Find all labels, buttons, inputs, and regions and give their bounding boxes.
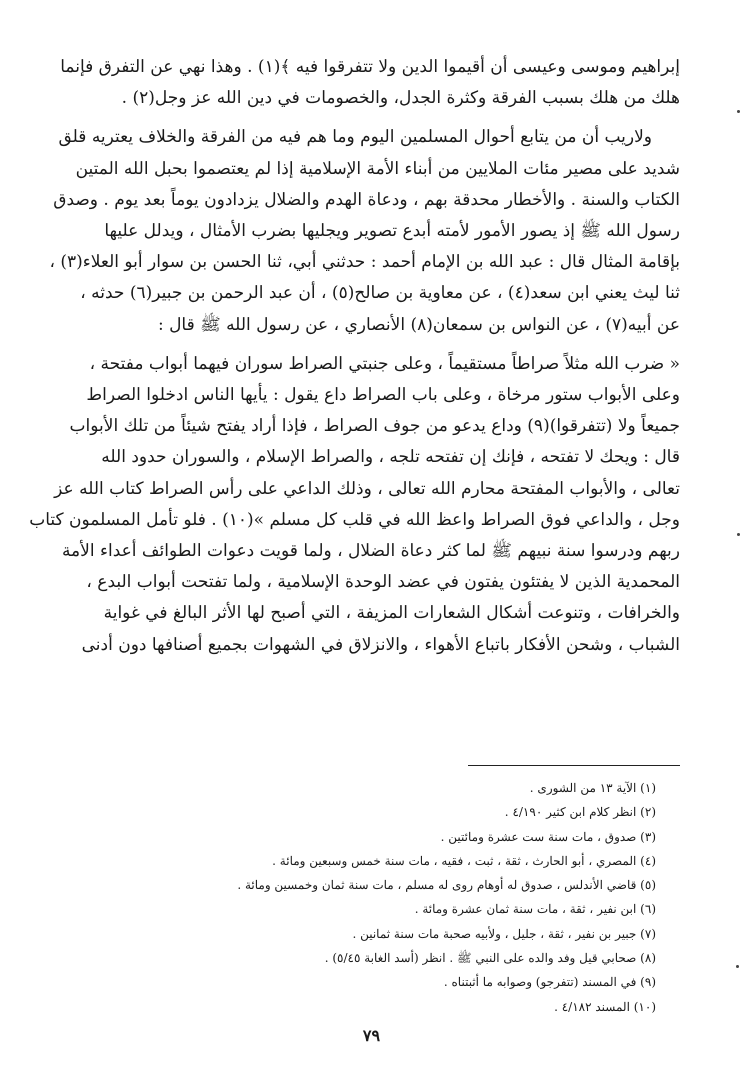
text-line: تعالى ، والأبواب المفتحة محارم الله تعالى ، وذلك الداعي على رأس الصراط كتاب الله عز bbox=[54, 478, 680, 499]
text-line: « ضرب الله مثلاً صراطاً مستقيماً ، وعلى جنبتي الصراط سوران فيهما أبواب مفتحة ، bbox=[89, 353, 680, 374]
footnote: (٧) جبير بن نفير ، ثقة ، جليل ، ولأبيه صحبة مات سنة ثمانين . bbox=[352, 926, 656, 941]
main-text-block bbox=[29, 52, 680, 661]
scan-speck bbox=[736, 965, 739, 968]
scan-speck bbox=[737, 533, 740, 536]
footnote: (٦) ابن نفير ، ثقة ، مات سنة ثمان عشرة ومائة . bbox=[414, 902, 656, 917]
footnote: (٩) في المسند (تتفرجو) وصوابه ما أثبتناه . bbox=[443, 975, 656, 990]
text-line: الكتاب والسنة . والأخطار محدقة بهم ، ودعاة الهدم والضلال يزدادون يوماً بعد يوم . وصدق bbox=[53, 189, 680, 210]
text-line: هلك من هلك بسبب الفرقة وكثرة الجدل، والخصومات في دين الله عز وجل(٢) . bbox=[121, 88, 680, 109]
page-number: ٧٩ bbox=[362, 1026, 381, 1045]
text-line: ثنا ليث يعني ابن سعد(٤) ، عن معاوية بن صالح(٥) ، أن عبد الرحمن بن جبير(٦) حدثه ، bbox=[80, 283, 680, 304]
text-line: الشباب ، وشحن الأفكار باتباع الأهواء ، والانزلاق في الشهوات بجميع أصنافها دون أدنى bbox=[81, 634, 680, 655]
footnote: (١٠) المسند ٤/١٨٢ . bbox=[554, 999, 656, 1014]
footnote: (٣) صدوق ، مات سنة ست عشرة ومائتين . bbox=[440, 829, 656, 844]
footnotes-block bbox=[62, 776, 656, 1019]
text-line: وعلى الأبواب ستور مرخاة ، وعلى باب الصراط داع يقول : يأيها الناس ادخلوا الصراط bbox=[86, 385, 680, 406]
footnote: (٢) انظر كلام ابن كثير ٤/١٩٠ . bbox=[504, 805, 656, 820]
text-line: قال : ويحك لا تفتحه ، فإنك إن تفتحه تلجه ، والصراط الإسلام ، والسوران حدود الله bbox=[101, 447, 680, 468]
text-line: ربهم ودرسوا سنة نبيهم ﷺ لما كثر دعاة الضلال ، ولما قويت دعوات الطوائف أعداء الأمة bbox=[61, 541, 680, 562]
text-line: والخرافات ، وتنوعت أشكال الشعارات المزيفة ، التي أصبح لها الأثر البالغ في غواية bbox=[103, 603, 680, 624]
footnote: (١) الآية ١٣ من الشورى . bbox=[529, 781, 656, 795]
footnote: (٥) قاضي الأندلس ، صدوق له أوهام روى له مسلم ، مات سنة ثمان وخمسين ومائة . bbox=[237, 878, 656, 893]
text-line: المحمدية الذين لا يفتئون يفتون في عضد الوحدة الإسلامية ، ولما تفتحت أبواب البدع ، bbox=[86, 572, 680, 593]
text-line: شديد على مصير مئات الملايين من أبناء الأمة الإسلامية إذا لم يعتصموا بحبل الله المتين bbox=[75, 158, 680, 179]
footnote: (٤) المصري ، أبو الحارث ، ثقة ، ثبت ، فقيه ، مات سنة خمس وسبعين ومائة . bbox=[272, 853, 656, 868]
text-line: إبراهيم وموسى وعيسى أن أقيموا الدين ولا تتفرقوا فيه ﴾(١) . وهذا نهي عن التفرق فإنما bbox=[60, 57, 680, 77]
text-line: بإقامة المثال قال : عبد الله بن الإمام أحمد : حدثني أبي، ثنا الحسن بن سوار أبو العلاء(٣) ، bbox=[49, 252, 680, 273]
text-line: ولاريب أن من يتابع أحوال المسلمين اليوم وما هم فيه من الفرقة والخلاف يعتريه قلق bbox=[58, 127, 652, 148]
text-line: رسول الله ﷺ إذ يصور الأمور لأمته أبدع تصوير ويجليها بضرب الأمثال ، ويدلل عليها bbox=[104, 221, 680, 242]
text-line: جميعاً ولا (تتفرقوا)(٩) وداع يدعو من جوف الصراط ، فإذا أراد يفتح شيئاً من تلك الأبواب bbox=[69, 416, 680, 437]
footnote-separator bbox=[468, 765, 680, 766]
scan-speck bbox=[737, 110, 740, 113]
text-line: وجل ، والداعي فوق الصراط واعظ الله في قلب كل مسلم »(١٠) . فلو تأمل المسلمون كتاب bbox=[29, 509, 680, 530]
text-line: عن أبيه(٧) ، عن النواس بن سمعان(٨) الأنصاري ، عن رسول الله ﷺ قال : bbox=[157, 314, 680, 335]
footnote: (٨) صحابي قيل وفد والده على النبي ﷺ . انظر (أسد الغابة ٥/٤٥) . bbox=[324, 951, 656, 966]
